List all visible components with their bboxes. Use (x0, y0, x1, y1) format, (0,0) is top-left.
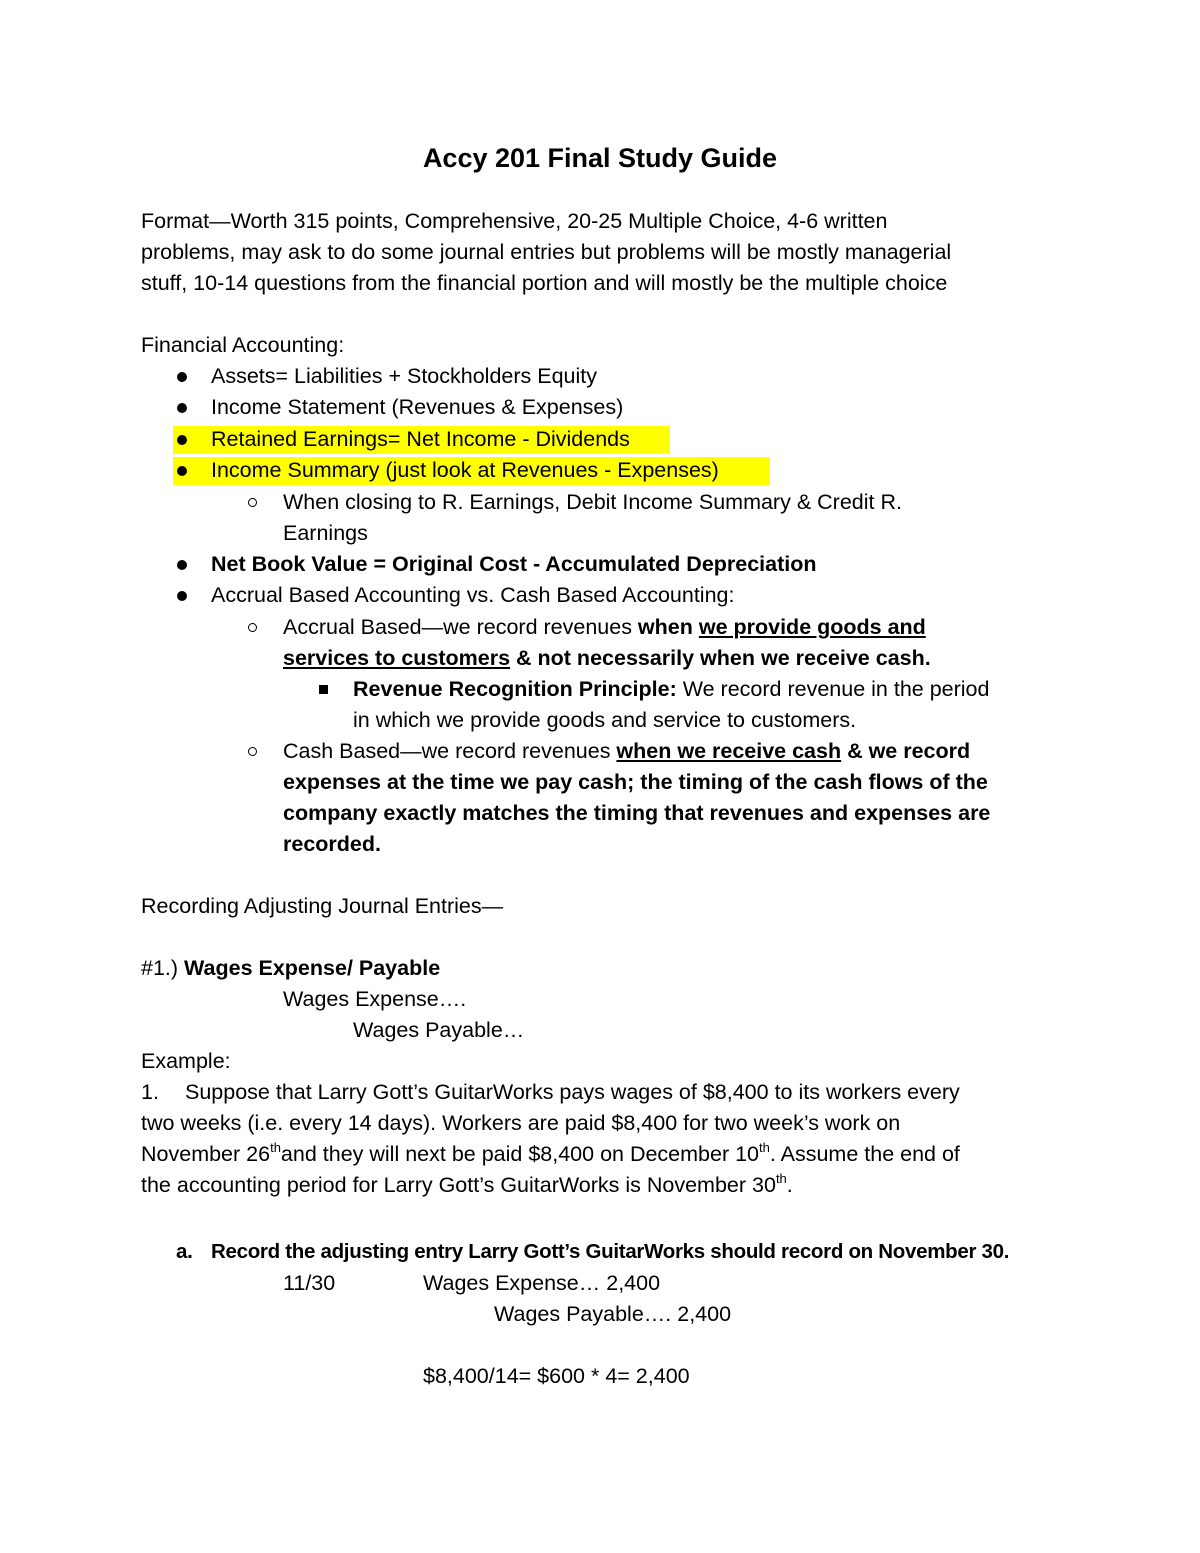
example-line-1: Suppose that Larry Gott’s GuitarWorks pays wages of $8,400 to its workers every (185, 1080, 960, 1104)
entry-credit-line: Wages Payable… (353, 1018, 525, 1042)
example-number: 1. (141, 1080, 159, 1104)
cash-line-2: expenses at the time we pay cash; the timing of the cash flows of the (283, 770, 988, 794)
rrp-line-1: Revenue Recognition Principle: We record revenue in the period (353, 677, 990, 701)
entry-debit-line: Wages Expense…. (283, 987, 467, 1011)
format-line-3: stuff, 10-14 questions from the financial portion and will mostly be the multiple choice (141, 271, 948, 295)
list-item-assets: Assets= Liabilities + Stockholders Equity (211, 364, 598, 388)
bullet-icon (177, 591, 187, 601)
answer-date: 11/30 (283, 1271, 336, 1295)
bullet-icon (177, 372, 187, 382)
accrual-line-1: Accrual Based—we record revenues when we provide goods and (283, 615, 926, 639)
financial-heading: Financial Accounting: (141, 333, 345, 357)
cash-line-3: company exactly matches the timing that revenues and expenses are (283, 801, 991, 825)
square-bullet-icon (319, 685, 328, 694)
circle-bullet-icon (248, 498, 257, 507)
bullet-icon (177, 403, 187, 413)
list-item-accrual-vs-cash: Accrual Based Accounting vs. Cash Based Accounting: (211, 583, 735, 607)
sub-item-closing-line-2: Earnings (283, 521, 368, 545)
circle-bullet-icon (248, 747, 257, 756)
entry-heading: #1.) Wages Expense/ Payable (141, 956, 441, 980)
list-item-income-summary: Income Summary (just look at Revenues - Expenses) (211, 458, 719, 482)
answer-debit-line: Wages Expense… 2,400 (423, 1271, 661, 1295)
bullet-icon (177, 435, 187, 445)
format-line-2: problems, may ask to do some journal entries but problems will be mostly managerial (141, 240, 952, 264)
circle-bullet-icon (248, 623, 257, 632)
list-item-retained-earnings: Retained Earnings= Net Income - Dividends (211, 427, 630, 451)
example-line-4: the accounting period for Larry Gott’s GuitarWorks is November 30th. (141, 1171, 793, 1197)
accrual-line-2: services to customers & not necessarily when we receive cash. (283, 646, 931, 670)
bullet-icon (177, 466, 187, 476)
question-text: Record the adjusting entry Larry Gott’s GuitarWorks should record on November 30. (211, 1240, 1010, 1263)
adjusting-heading: Recording Adjusting Journal Entries— (141, 894, 504, 918)
example-line-3: November 26thand they will next be paid $8,400 on December 10th. Assume the end of (141, 1140, 960, 1166)
example-line-2: two weeks (i.e. every 14 days). Workers are paid $8,400 for two week’s work on (141, 1111, 901, 1135)
page-title: Accy 201 Final Study Guide (422, 143, 778, 173)
bullet-icon (177, 560, 187, 570)
cash-line-4: recorded. (283, 832, 381, 856)
cash-line-1: Cash Based—we record revenues when we receive cash & we record (283, 739, 971, 763)
calculation-line: $8,400/14= $600 * 4= 2,400 (423, 1364, 690, 1388)
list-item-net-book-value: Net Book Value = Original Cost - Accumulated Depreciation (211, 552, 817, 576)
answer-credit-line: Wages Payable…. 2,400 (494, 1302, 732, 1326)
example-label: Example: (141, 1049, 231, 1073)
sub-item-closing-line-1: When closing to R. Earnings, Debit Income Summary & Credit R. (283, 490, 902, 514)
format-line-1: Format—Worth 315 points, Comprehensive, 20-25 Multiple Choice, 4-6 written (141, 209, 888, 233)
question-label: a. (176, 1240, 193, 1263)
list-item-income-statement: Income Statement (Revenues & Expenses) (211, 395, 624, 419)
rrp-line-2: in which we provide goods and service to customers. (353, 708, 857, 732)
